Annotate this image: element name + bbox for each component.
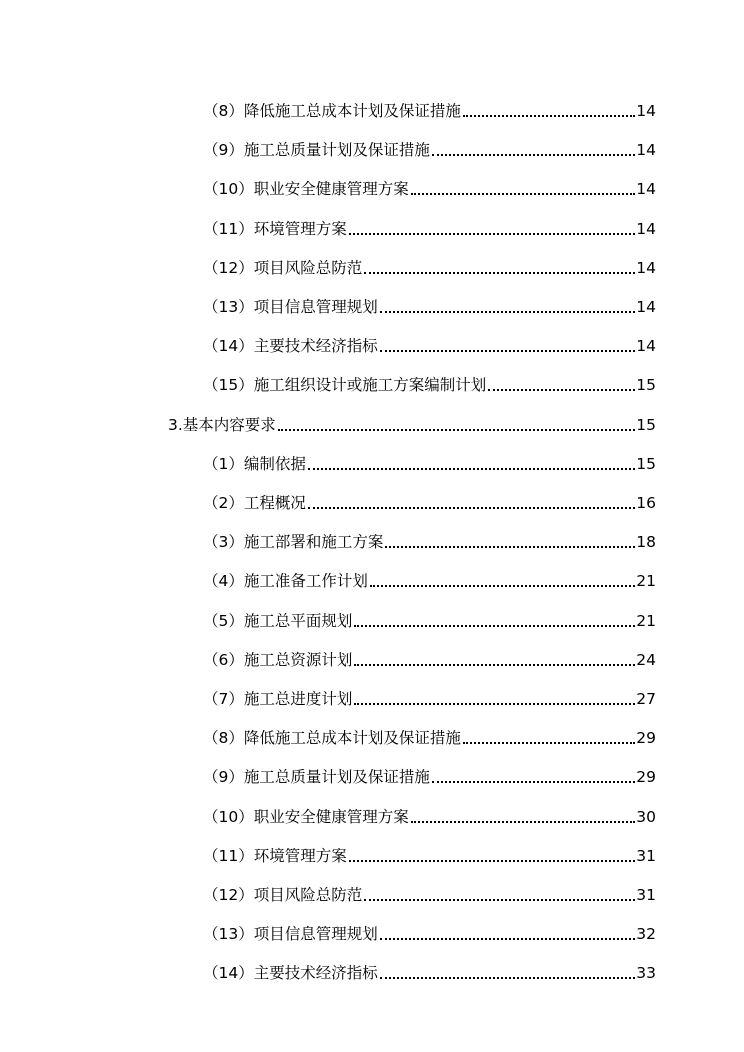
- toc-entry-title: （12）项目风险总防范: [203, 886, 363, 904]
- toc-entry[interactable]: [203, 450, 656, 474]
- toc-entry[interactable]: [203, 842, 656, 866]
- toc-entry[interactable]: [203, 920, 656, 944]
- toc-dot-leader: [349, 860, 636, 862]
- toc-entry-title: （8）降低施工总成本计划及保证措施: [203, 102, 461, 120]
- toc-entry[interactable]: [168, 411, 656, 435]
- toc-dot-leader: [411, 193, 636, 195]
- toc-entry-page-number: 14: [636, 141, 656, 159]
- toc-entry-title: （13）项目信息管理规划: [203, 925, 378, 943]
- toc-entry-title: （9）施工总质量计划及保证措施: [203, 141, 430, 159]
- toc-entry[interactable]: [203, 646, 656, 670]
- toc-entry-page-number: 32: [636, 925, 656, 943]
- toc-entry[interactable]: [203, 959, 656, 983]
- toc-dot-leader: [278, 429, 635, 431]
- toc-dot-leader: [354, 664, 635, 666]
- toc-dot-leader: [411, 821, 636, 823]
- toc-entry[interactable]: [203, 293, 656, 317]
- toc-entry[interactable]: [203, 763, 656, 787]
- toc-dot-leader: [463, 115, 635, 117]
- toc-dot-leader: [370, 585, 635, 587]
- toc-entry-page-number: 15: [636, 376, 656, 394]
- toc-entry-title: （10）职业安全健康管理方案: [203, 808, 409, 826]
- toc-entry-page-number: 24: [636, 651, 656, 669]
- toc-dot-leader: [354, 703, 635, 705]
- toc-entry-page-number: 33: [636, 964, 656, 982]
- toc-dot-leader: [308, 468, 635, 470]
- toc-entry-title: （11）环境管理方案: [203, 220, 347, 238]
- toc-entry[interactable]: [203, 567, 656, 591]
- toc-entry-page-number: 30: [636, 808, 656, 826]
- toc-entry-page-number: 31: [636, 847, 656, 865]
- toc-entry[interactable]: [203, 332, 656, 356]
- toc-entry[interactable]: [203, 97, 656, 121]
- toc-entry-page-number: 14: [636, 180, 656, 198]
- toc-entry-title: （14）主要技术经济指标: [203, 964, 378, 982]
- toc-entry-title: （1）编制依据: [203, 455, 306, 473]
- toc-dot-leader: [432, 154, 635, 156]
- toc-entry-title: （8）降低施工总成本计划及保证措施: [203, 729, 461, 747]
- toc-entry-title: 3.基本内容要求: [168, 416, 276, 434]
- toc-entry-title: （4）施工准备工作计划: [203, 572, 368, 590]
- toc-dot-leader: [308, 507, 635, 509]
- toc-entry[interactable]: [203, 175, 656, 199]
- toc-entry-page-number: 14: [636, 259, 656, 277]
- toc-entry[interactable]: [203, 724, 656, 748]
- toc-entry-page-number: 16: [636, 494, 656, 512]
- toc-entry-page-number: 14: [636, 337, 656, 355]
- toc-entry[interactable]: [203, 136, 656, 160]
- toc-entry[interactable]: [203, 371, 656, 395]
- toc-entry-title: （6）施工总资源计划: [203, 651, 353, 669]
- toc-entry-page-number: 21: [636, 612, 656, 630]
- toc-dot-leader: [349, 233, 636, 235]
- toc-entry[interactable]: [203, 215, 656, 239]
- toc-entry[interactable]: [203, 607, 656, 631]
- toc-entry-page-number: 15: [636, 416, 656, 434]
- toc-dot-leader: [463, 742, 635, 744]
- toc-entry-page-number: 29: [636, 729, 656, 747]
- toc-dot-leader: [385, 546, 635, 548]
- toc-entry-page-number: 14: [636, 298, 656, 316]
- toc-entry-title: （12）项目风险总防范: [203, 259, 363, 277]
- toc-entry[interactable]: [203, 803, 656, 827]
- toc-entry-title: （3）施工部署和施工方案: [203, 533, 384, 551]
- toc-entry-title: （7）施工总进度计划: [203, 690, 353, 708]
- toc-dot-leader: [364, 272, 635, 274]
- toc-entry-page-number: 27: [636, 690, 656, 708]
- toc-entry[interactable]: [203, 528, 656, 552]
- toc-entry-page-number: 29: [636, 768, 656, 786]
- toc-dot-leader: [364, 899, 635, 901]
- toc-entry[interactable]: [203, 881, 656, 905]
- toc-entry-page-number: 31: [636, 886, 656, 904]
- toc-entry-title: （11）环境管理方案: [203, 847, 347, 865]
- toc-entry-page-number: 14: [636, 102, 656, 120]
- toc-dot-leader: [380, 977, 636, 979]
- toc-dot-leader: [488, 389, 635, 391]
- toc-entry-title: （10）职业安全健康管理方案: [203, 180, 409, 198]
- toc-entry-title: （14）主要技术经济指标: [203, 337, 378, 355]
- toc-entry-page-number: 21: [636, 572, 656, 590]
- toc-entry[interactable]: [203, 685, 656, 709]
- toc-entry[interactable]: [203, 489, 656, 513]
- toc-entry-page-number: 15: [636, 455, 656, 473]
- toc-dot-leader: [380, 938, 636, 940]
- toc-dot-leader: [432, 781, 635, 783]
- toc-entry-page-number: 18: [636, 533, 656, 551]
- toc-entry-page-number: 14: [636, 220, 656, 238]
- toc-entry-title: （9）施工总质量计划及保证措施: [203, 768, 430, 786]
- toc-entry-title: （15）施工组织设计或施工方案编制计划: [203, 376, 487, 394]
- toc-entry-title: （13）项目信息管理规划: [203, 298, 378, 316]
- toc-dot-leader: [380, 311, 636, 313]
- toc-entry-title: （2）工程概况: [203, 494, 306, 512]
- toc-entry[interactable]: [203, 254, 656, 278]
- toc-entry-title: （5）施工总平面规划: [203, 612, 353, 630]
- toc-dot-leader: [354, 625, 635, 627]
- toc-dot-leader: [380, 350, 636, 352]
